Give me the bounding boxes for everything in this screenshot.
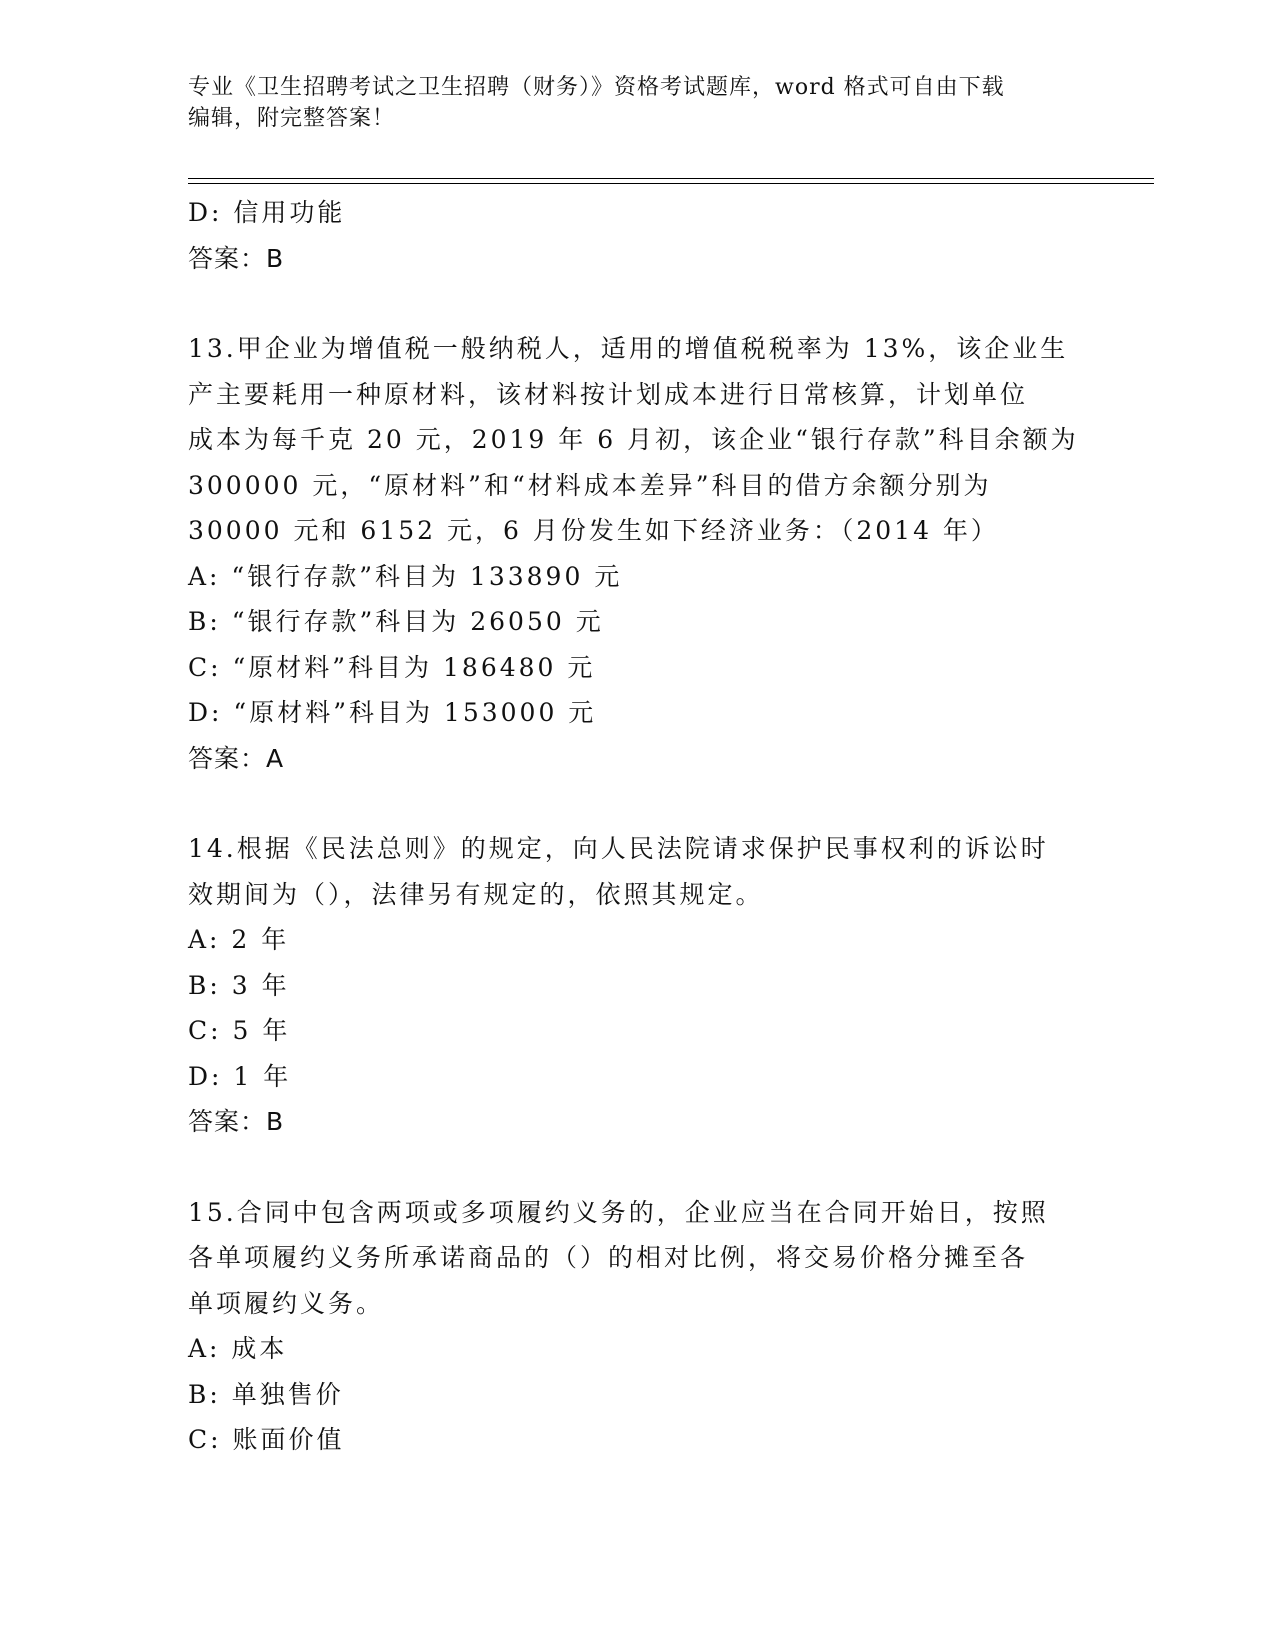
question-15 <box>188 1190 1088 1463</box>
option-c: C: “原材料”科目为 186480 元 <box>188 652 596 682</box>
page-header <box>188 72 1088 134</box>
question-text-line: 14.根据《民法总则》的规定，向人民法院请求保护民事权利的诉讼时 <box>188 834 1049 863</box>
option-a: A: “银行存款”科目为 133890 元 <box>188 561 623 591</box>
option-d: D: 信用功能 <box>188 198 346 227</box>
option-a: A: 2 年 <box>188 925 290 954</box>
option-b: B: 单独售价 <box>188 1379 344 1409</box>
question-text-line: 成本为每千克 20 元，2019 年 6 月初，该企业“银行存款”科目余额为 <box>188 425 1079 454</box>
question-13 <box>188 326 1088 781</box>
option-c: C: 5 年 <box>188 1016 291 1045</box>
question-text-line: 单项履约义务。 <box>188 1288 385 1318</box>
question-content <box>188 190 1088 1463</box>
question-text-line: 15.合同中包含两项或多项履约义务的，企业应当在合同开始日，按照 <box>188 1197 1049 1227</box>
option-b: B: 3 年 <box>188 970 290 1000</box>
header-divider-bottom <box>188 183 1154 184</box>
option-d: D: “原材料”科目为 153000 元 <box>188 698 597 727</box>
option-d: D: 1 年 <box>188 1061 292 1091</box>
option-b: B: “银行存款”科目为 26050 元 <box>188 607 604 636</box>
answer-line: 答案：A <box>188 743 285 773</box>
spacer <box>188 281 1088 326</box>
question-12-tail <box>188 190 1088 281</box>
header-divider-top <box>188 178 1154 179</box>
question-text-line: 效期间为（），法律另有规定的，依照其规定。 <box>188 879 764 909</box>
question-text-line: 30000 元和 6152 元，6 月份发生如下经济业务：（2014 年） <box>188 516 999 545</box>
option-a: A: 成本 <box>188 1334 288 1363</box>
spacer <box>188 781 1088 826</box>
question-text-line: 产主要耗用一种原材料，该材料按计划成本进行日常核算，计划单位 <box>188 379 1029 409</box>
answer-line: 答案：B <box>188 1107 285 1136</box>
question-text-line: 300000 元，“原材料”和“材料成本差异”科目的借方余额分别为 <box>188 470 992 500</box>
question-14 <box>188 826 1088 1145</box>
header-line-2: 编辑，附完整答案！ <box>188 106 396 131</box>
question-text-line: 各单项履约义务所承诺商品的（）的相对比例，将交易价格分摊至各 <box>188 1243 1029 1272</box>
header-line-1: 专业《卫生招聘考试之卫生招聘（财务）》资格考试题库，word 格式可自由下载 <box>188 75 1005 100</box>
answer-line: 答案：B <box>188 243 285 273</box>
option-c: C: 账面价值 <box>188 1425 345 1454</box>
spacer <box>188 1145 1088 1190</box>
question-text-line: 13.甲企业为增值税一般纳税人，适用的增值税税率为 13%，该企业生 <box>188 334 1069 363</box>
